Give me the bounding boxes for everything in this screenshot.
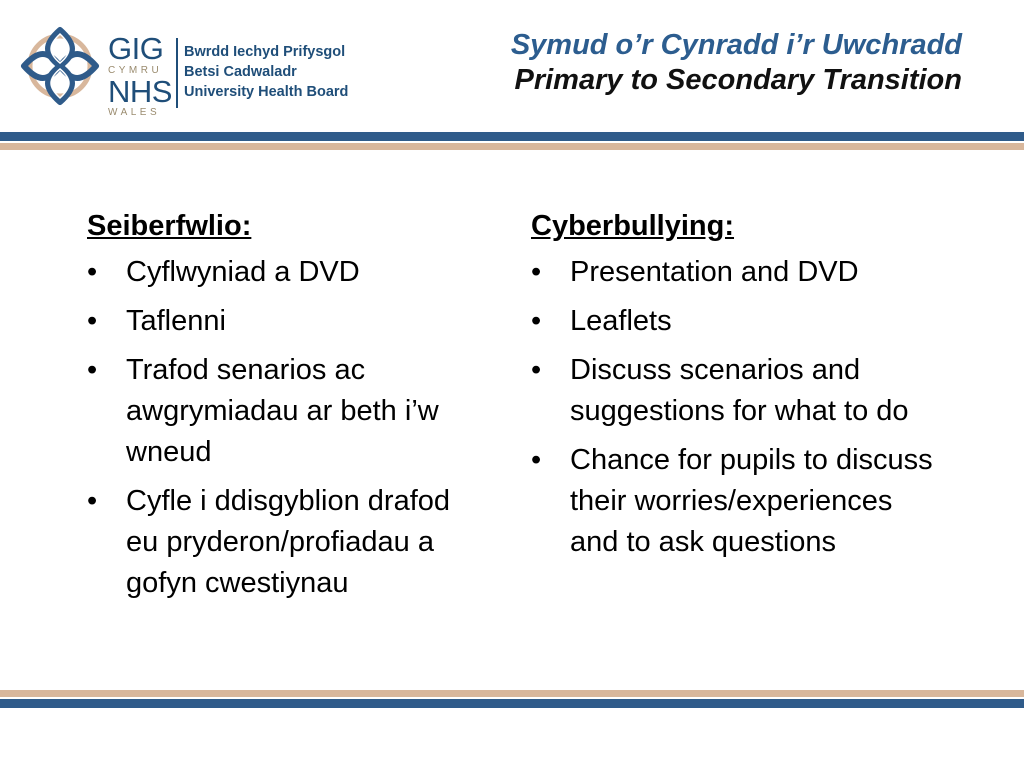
list-item [87,301,507,342]
slide-header [0,0,1024,130]
list-item [531,252,951,293]
bottom-tan-band [0,690,1024,697]
bullet: • [531,444,542,476]
bullet: • [531,354,542,386]
nhs-logo [18,24,349,118]
wales-text: WALES [108,107,161,118]
list-item [531,350,970,432]
gig-text: GIG [108,31,164,66]
english-heading: Cyberbullying: [531,210,735,242]
org-line-3: University Health Board [184,84,349,100]
welsh-list [87,252,507,604]
logo-divider [176,38,178,108]
item-text: Cyfle i ddisgyblion drafod eu pryderon/profiadau a gofyn cwestiynau [126,485,451,599]
list-item [87,350,456,473]
bullet: • [531,256,542,288]
gig-nhs-wordmark [108,31,174,118]
bottom-blue-band [0,699,1024,708]
item-text: Discuss scenarios and suggestions for what to do [570,354,909,427]
celtic-knot-icon [18,24,102,108]
title-english: Primary to Secondary Transition [514,64,962,96]
bullet: • [87,305,98,337]
item-text: Presentation and DVD [570,256,859,288]
bullet: • [87,354,98,386]
item-text: Trafod senarios ac awgrymiadau ar beth i’w wneud [126,354,439,468]
item-text: Cyflwyniad a DVD [126,256,360,288]
org-name [184,42,348,102]
welsh-heading: Seiberfwlio: [87,210,252,242]
slide-title [511,28,962,98]
bullet: • [531,305,542,337]
item-text: Chance for pupils to discuss their worries/experiences and to ask questions [570,444,933,558]
org-line-1: Bwrdd Iechyd Prifysgol [184,44,346,60]
top-tan-band [0,143,1024,150]
item-text: Taflenni [126,305,226,337]
welsh-column [87,204,507,612]
list-item [531,301,951,342]
top-blue-band [0,132,1024,141]
english-list [531,252,951,563]
nhs-text: NHS [108,74,172,109]
list-item [87,481,486,604]
bullet: • [87,485,98,517]
list-item [531,440,940,563]
item-text: Leaflets [570,305,672,337]
list-item [87,252,507,293]
title-welsh: Symud o’r Cynradd i’r Uwchradd [510,29,962,61]
org-line-2: Betsi Cadwaladr [184,64,297,80]
english-column [531,204,951,571]
cymru-text: CYMRU [108,65,163,76]
bullet: • [87,256,98,288]
